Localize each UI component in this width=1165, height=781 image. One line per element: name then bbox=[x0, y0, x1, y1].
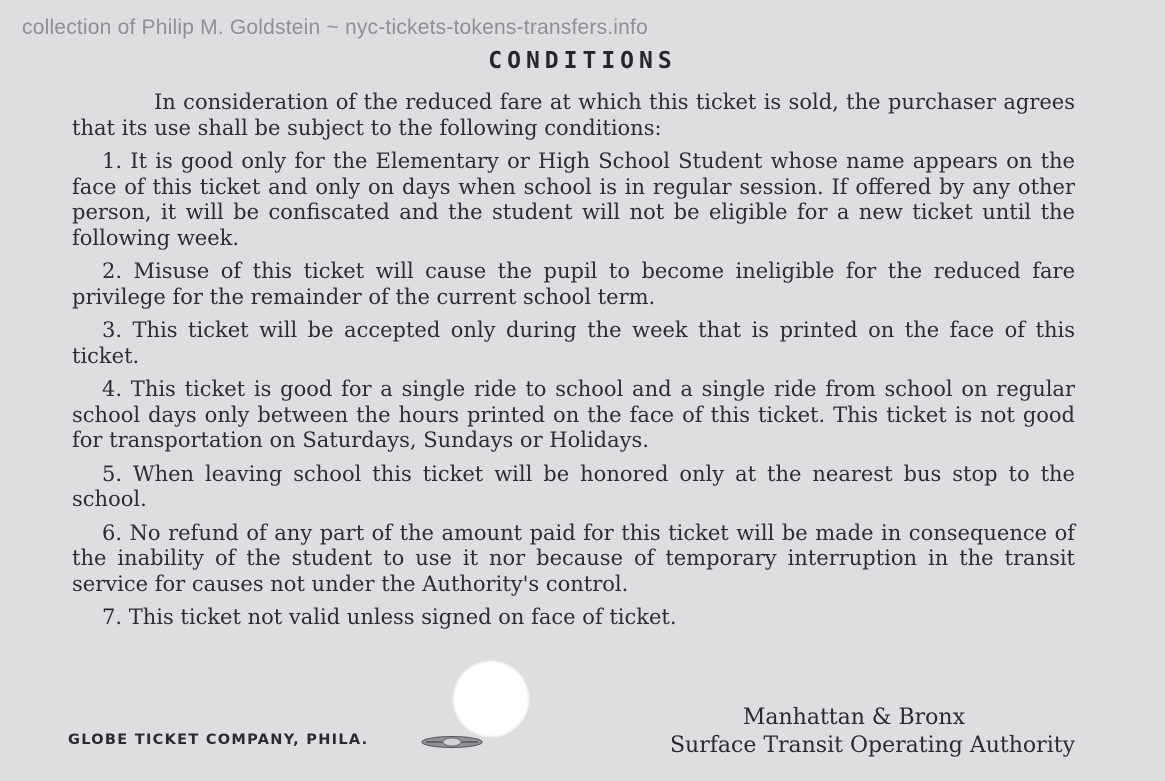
issuer-line-1: Manhattan & Bronx bbox=[742, 705, 965, 730]
conditions-heading: CONDITIONS bbox=[488, 48, 677, 74]
condition-5: 5. When leaving school this ticket will be honored only at the nearest bus stop to the school. bbox=[72, 461, 1075, 511]
punch-hole bbox=[452, 660, 530, 738]
issuer-block bbox=[670, 704, 1075, 760]
condition-2: 2. Misuse of this ticket will cause the pupil to become ineligible for the reduced fare privilege for the remainder of the current school term. bbox=[72, 259, 1075, 309]
union-label-icon bbox=[420, 735, 484, 749]
issuer-line-2: Surface Transit Operating Authority bbox=[669, 733, 1075, 758]
condition-3: 3. This ticket will be accepted only during the week that is printed on the face of this ticket. bbox=[72, 318, 1075, 368]
condition-6: 6. No refund of any part of the amount paid for this ticket will be made in consequence of the inability of the student to use it nor because of temporary interruption in the transit service for causes not under the Authority's control. bbox=[72, 520, 1075, 596]
condition-1: 1. It is good only for the Elementary or High School Student whose name appears on the face of this ticket and only on days when school is in regular session. If offered by any other person, it will be confiscated and the student will not be eligible for a new ticket until the following week. bbox=[72, 149, 1075, 250]
conditions-body bbox=[72, 90, 1075, 639]
condition-7: 7. This ticket not valid unless signed on face of ticket. bbox=[102, 605, 677, 629]
intro-paragraph: In consideration of the reduced fare at which this ticket is sold, the purchaser agrees that its use shall be subject to the following conditions: bbox=[72, 90, 1075, 140]
printer-imprint: GLOBE TICKET COMPANY, PHILA. bbox=[68, 732, 369, 748]
collection-watermark: collection of Philip M. Goldstein ~ nyc-tickets-tokens-transfers.info bbox=[22, 16, 648, 39]
condition-4: 4. This ticket is good for a single ride to school and a single ride from school on regular school days only between the hours printed on the face of this ticket. This ticket is not good for transportation on Saturdays, Sundays or Holidays. bbox=[72, 377, 1075, 452]
